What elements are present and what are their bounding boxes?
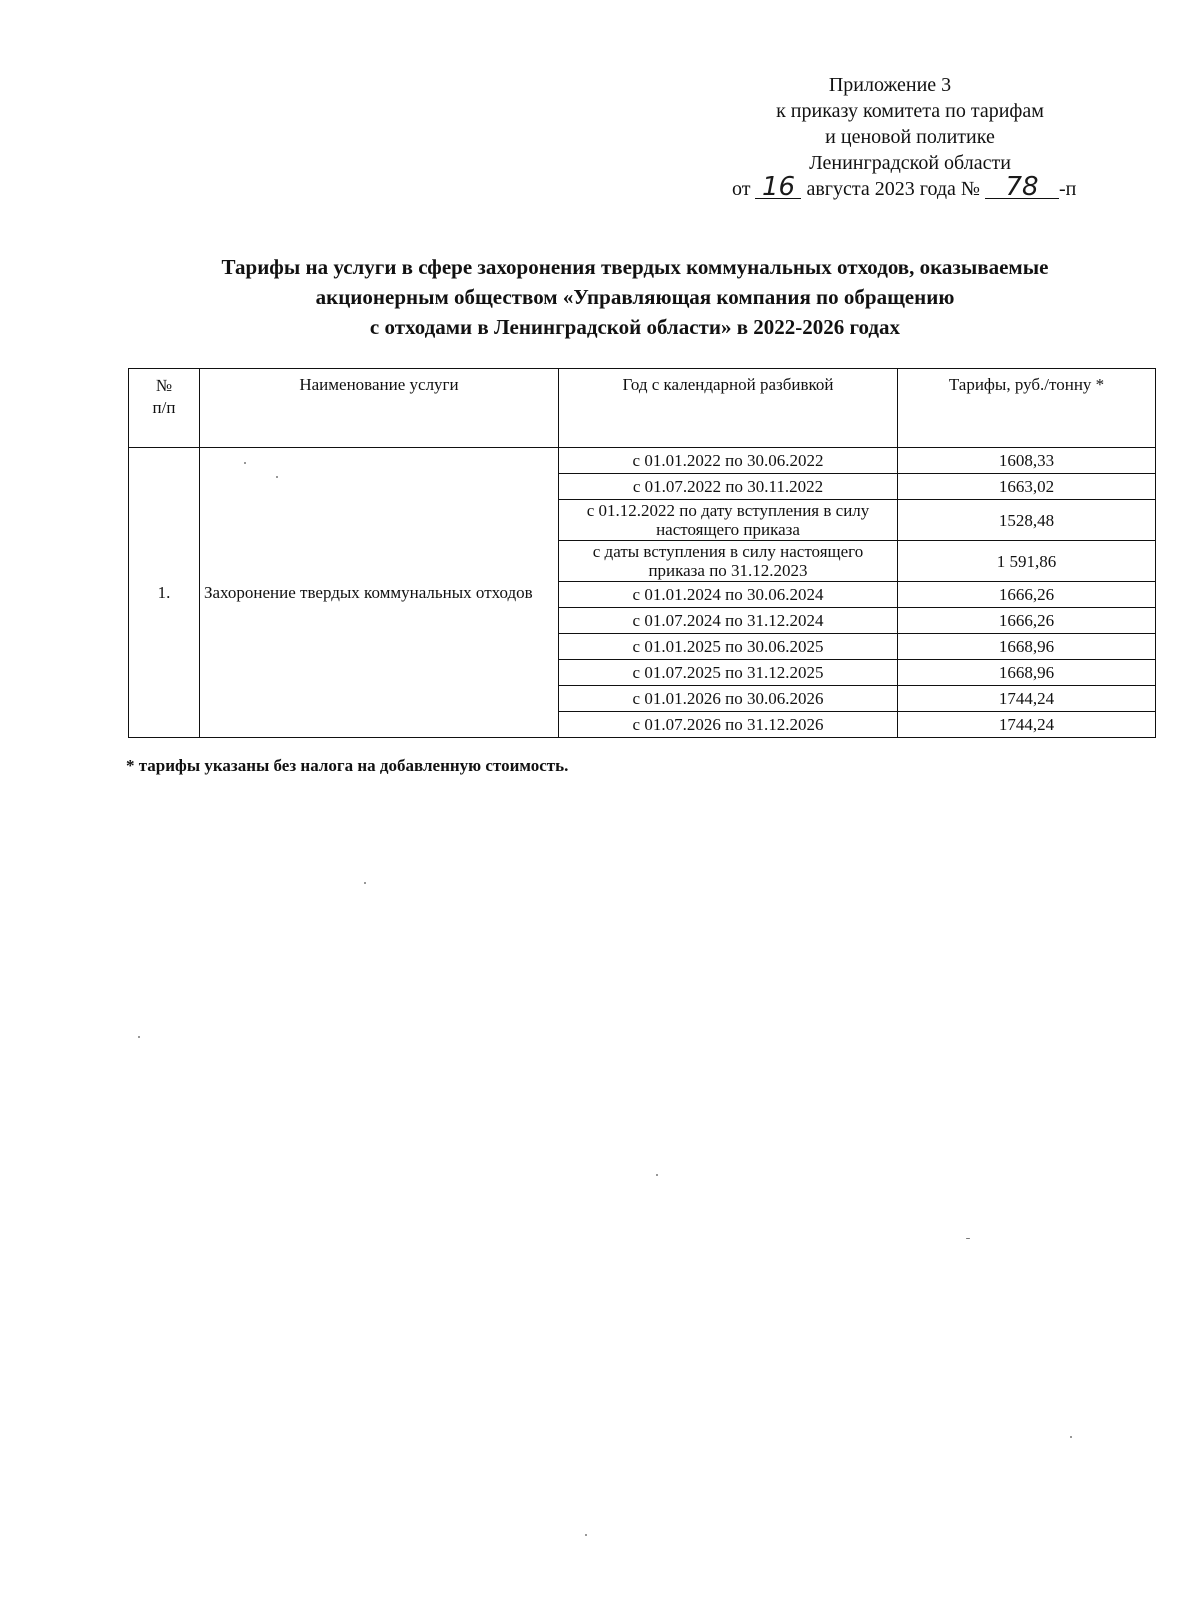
scan-speck [966, 1238, 970, 1239]
period-cell: с 01.01.2025 по 30.06.2025 [559, 634, 898, 660]
tariff-cell: 1744,24 [898, 712, 1156, 738]
tariff-cell: 1663,02 [898, 474, 1156, 500]
order-middle: августа 2023 года № [806, 178, 981, 200]
region-name-line: Ленинградской области [809, 152, 1011, 174]
header-service-name: Наименование услуги [200, 369, 559, 448]
period-cell: с 01.07.2024 по 31.12.2024 [559, 608, 898, 634]
order-prefix: от [732, 178, 751, 200]
period-cell: с 01.01.2024 по 30.06.2024 [559, 582, 898, 608]
period-cell: с 01.07.2022 по 30.11.2022 [559, 474, 898, 500]
order-reference-line: к приказу комитета по тарифам [776, 100, 1044, 122]
period-cell: с 01.12.2022 по дату вступления в силу настоящего приказа [559, 500, 898, 541]
order-date-number [732, 172, 1180, 202]
document-title [100, 252, 1170, 342]
period-cell: с 01.07.2025 по 31.12.2025 [559, 660, 898, 686]
title-line-1: Тарифы на услуги в сфере захоронения твердых коммунальных отходов, оказываемые [221, 255, 1049, 279]
scan-speck [1070, 1436, 1072, 1438]
tariff-cell: 1744,24 [898, 686, 1156, 712]
tariff-cell: 1668,96 [898, 660, 1156, 686]
period-cell: с 01.01.2022 по 30.06.2022 [559, 448, 898, 474]
tariff-cell: 1528,48 [898, 500, 1156, 541]
committee-name-line: и ценовой политике [825, 126, 995, 148]
row-number-cell: 1. [129, 448, 200, 738]
scan-speck [244, 462, 246, 464]
order-suffix: -п [1059, 178, 1077, 200]
title-line-3: с отходами в Ленинградской области» в 2022-2026 годах [369, 315, 901, 339]
header-num-abbrev: п/п [152, 398, 176, 417]
footnote: * тарифы указаны без налога на добавленную стоимость. [126, 756, 569, 775]
tariff-cell: 1668,96 [898, 634, 1156, 660]
period-cell: с даты вступления в силу настоящего приказа по 31.12.2023 [559, 541, 898, 582]
period-cell: с 01.07.2026 по 31.12.2026 [559, 712, 898, 738]
scan-speck [656, 1174, 658, 1176]
order-number-handwritten: 78 [985, 176, 1059, 199]
tariff-cell: 1666,26 [898, 608, 1156, 634]
header-num-symbol: № [155, 376, 173, 395]
service-name-cell: Захоронение твердых коммунальных отходов [200, 448, 559, 738]
title-line-2: акционерным обществом «Управляющая компания по обращению [315, 285, 955, 309]
document-header [732, 72, 1180, 202]
scan-speck [138, 1036, 140, 1038]
tariff-cell: 1666,26 [898, 582, 1156, 608]
header-period: Год с календарной разбивкой [559, 369, 898, 448]
header-row-number [129, 369, 200, 448]
scan-speck [364, 882, 366, 884]
tariffs-table [128, 368, 1156, 738]
order-day-handwritten: 16 [755, 176, 801, 199]
table-row [129, 448, 1156, 474]
tariff-cell: 1 591,86 [898, 541, 1156, 582]
appendix-label: Приложение 3 [828, 74, 952, 96]
scan-speck [585, 1534, 587, 1536]
period-cell: с 01.01.2026 по 30.06.2026 [559, 686, 898, 712]
header-tariff: Тарифы, руб./тонну * [898, 369, 1156, 448]
scan-speck [276, 476, 278, 478]
table-header-row [129, 369, 1156, 448]
table-body [129, 448, 1156, 738]
tariff-cell: 1608,33 [898, 448, 1156, 474]
